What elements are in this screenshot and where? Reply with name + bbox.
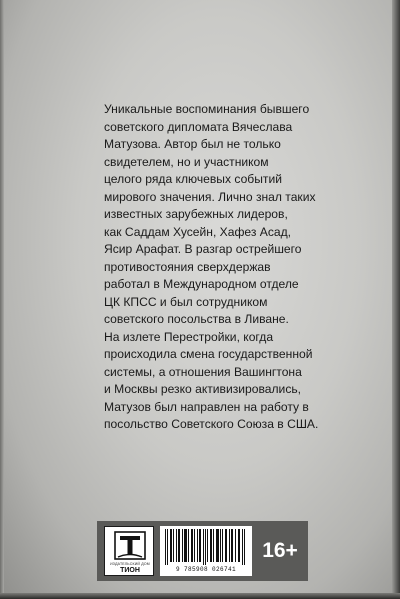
blurb-line: На излете Перестройки, когда	[104, 329, 274, 344]
barcode-bars	[164, 529, 248, 565]
blurb-line: как Саддам Хусейн, Хафез Асад,	[104, 224, 292, 239]
blurb-line: целого ряда ключевых событий	[104, 172, 282, 186]
isbn-barcode	[160, 526, 252, 576]
blurb-line: Матузов был направлен на работу в	[104, 399, 309, 414]
blurb-line: Уникальные воспоминания бывшего	[104, 102, 310, 116]
blurb-line: и Москвы резко активизировались,	[104, 382, 302, 396]
cover-edge-right	[392, 0, 400, 599]
blurb-line: происходила смена государственной	[104, 347, 313, 361]
annotation-text	[104, 101, 334, 434]
age-rating-badge: 16+	[262, 539, 298, 562]
blurb-line: системы, а отношения Вашингтона	[104, 364, 302, 379]
blurb-line: свидетелем, но и участником	[104, 154, 269, 169]
blurb-line: Ясир Арафат. В разгар острейшего	[104, 242, 302, 256]
blurb-line: посольство Советского Союза в США.	[104, 417, 319, 431]
blurb-line: мирового значения. Лично знал таких	[104, 189, 316, 204]
blurb-line: работал в Международном отделе	[104, 277, 299, 291]
blurb-line: ЦК КПСС и был сотрудником	[104, 294, 268, 309]
cover-edge-bottom	[0, 593, 400, 599]
publisher-logo	[104, 526, 154, 576]
blurb-line: советского дипломата Вячеслава	[104, 119, 293, 134]
barcode-digits: 9 785908 026741	[175, 566, 236, 573]
blurb-line: противостояния сверхдержав	[104, 259, 271, 274]
cover-edge-left	[0, 0, 4, 599]
blurb-line: известных зарубежных лидеров,	[104, 207, 288, 221]
blurb-line: советского посольства в Ливане.	[104, 312, 289, 326]
publisher-tagline: ИЗДАТЕЛЬСКИЙ ДОМ	[110, 562, 150, 566]
blurb-line: Матузова. Автор был не только	[104, 137, 281, 151]
publisher-name: ТИОН	[120, 567, 140, 574]
book-letter-t-logo-icon	[114, 531, 146, 561]
